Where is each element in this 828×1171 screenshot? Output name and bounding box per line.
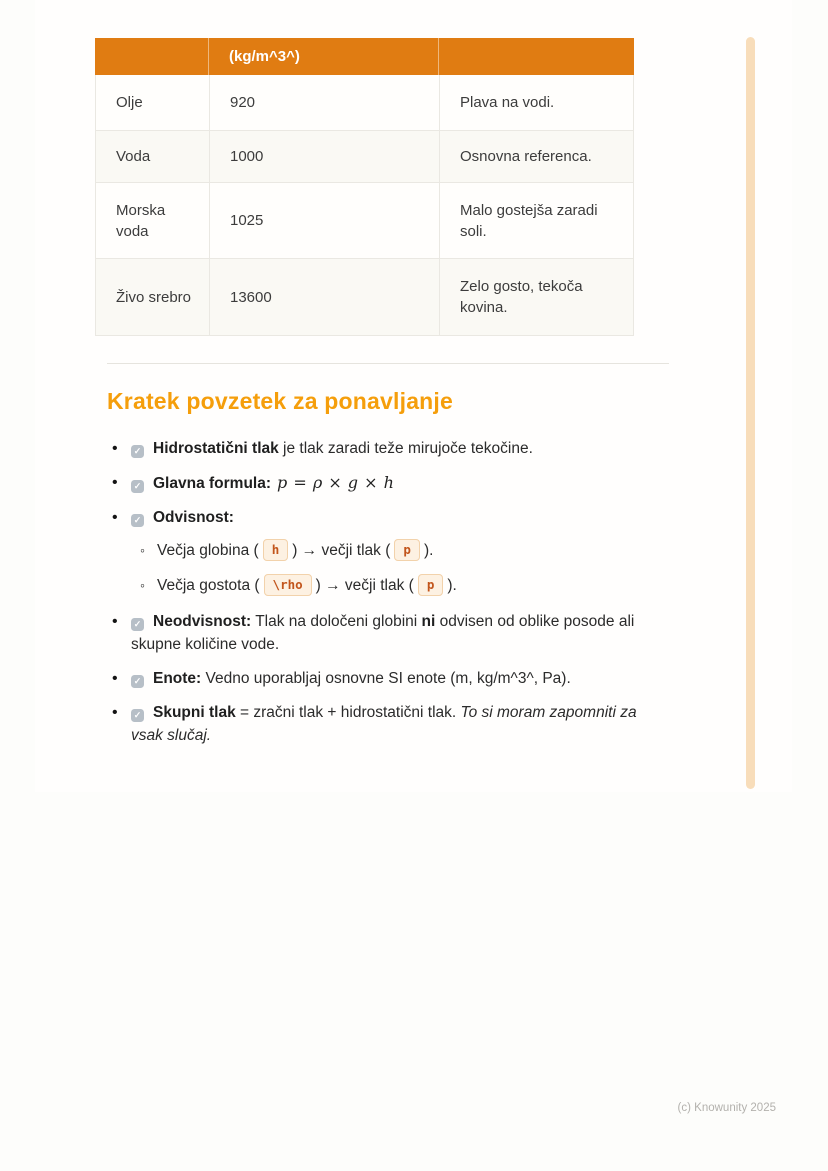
circle-bullet-icon: ◦ (140, 577, 145, 593)
table-row (96, 130, 633, 182)
table-body (95, 75, 634, 336)
check-mark-icon: ✓ (133, 710, 142, 720)
checkbox-checked-icon (131, 618, 144, 631)
item-text: Vedno uporabljaj osnovne SI enote (m, kg/m^3^, Pa). (201, 670, 571, 687)
sub-item-text: ). (447, 577, 457, 594)
list-item (107, 437, 655, 460)
item-italic-text: To si moram zapomniti za vsak slučaj. (131, 704, 637, 744)
sub-item-text: Večja gostota ( (157, 577, 260, 594)
inline-code: p (418, 574, 444, 596)
header-cell-substance (95, 38, 208, 75)
check-mark-icon: ✓ (133, 676, 142, 686)
check-mark-icon: ✓ (133, 481, 142, 491)
note-content (35, 0, 792, 792)
table-row (96, 75, 633, 130)
copyright-note: (c) Knowunity 2025 (677, 1102, 776, 1114)
sub-list-item (139, 572, 655, 599)
table-row (96, 258, 633, 335)
checkbox-checked-icon (131, 675, 144, 688)
item-text: Tlak na določeni globini (251, 613, 422, 630)
bullet-icon: • (112, 670, 118, 687)
item-text: odvisen od oblike posode ali skupne količine vode. (131, 613, 635, 653)
inline-code: h (263, 539, 289, 561)
section-title: Kratek povzetek za ponavljanje (107, 388, 454, 414)
list-item (107, 506, 655, 599)
circle-bullet-icon: ◦ (140, 542, 145, 558)
item-bold-text: ni (421, 613, 436, 630)
section-divider (107, 363, 669, 364)
scroll-indicator[interactable] (746, 37, 755, 789)
list-item (107, 667, 655, 690)
checkbox-checked-icon (131, 480, 144, 493)
inline-code: p (394, 539, 420, 561)
sub-item-text: ) → večji tlak ( (315, 577, 414, 594)
cell-substance: Morska voda (116, 201, 166, 240)
cell-density: 13600 (209, 259, 439, 335)
cell-note: Osnovna referenca. (439, 131, 635, 182)
item-text: = zračni tlak + hidrostatični tlak. (235, 704, 461, 721)
cell-density: 920 (209, 75, 439, 130)
bullet-icon: • (112, 440, 118, 457)
cell-note: Malo gostejša zaradi soli. (439, 183, 635, 258)
item-text: je tlak zaradi teže mirujoče tekočine. (278, 440, 533, 457)
sub-list-item (139, 537, 655, 564)
cell-density: 1000 (209, 131, 439, 182)
item-bold-text: Odvisnost: (153, 509, 234, 526)
sub-item-text: Večja globina ( (157, 542, 259, 559)
cell-note: Plava na vodi. (439, 75, 635, 130)
table-row (96, 182, 633, 258)
sub-item-text: ) → večji tlak ( (292, 542, 391, 559)
cell-note: Zelo gosto, tekoča kovina. (439, 259, 635, 335)
item-bold-text: Neodvisnost: (153, 613, 252, 630)
header-cell-note (438, 38, 634, 75)
item-bold-text: Skupni tlak (153, 704, 236, 721)
checkbox-checked-icon (131, 709, 144, 722)
item-bold-text: Hidrostatični tlak (153, 440, 279, 457)
header-cell-density: (kg/m^3^) (208, 38, 438, 75)
cell-density: 1025 (209, 183, 439, 258)
table-header-row (95, 38, 634, 75)
sub-list (131, 537, 655, 599)
cell-substance: Voda (116, 148, 151, 165)
bullet-icon: • (112, 704, 118, 721)
summary-list (107, 437, 655, 758)
cell-substance: Olje (116, 94, 143, 111)
bullet-icon: • (112, 613, 118, 630)
item-bold-text: Glavna formula: (153, 475, 271, 492)
bullet-icon: • (112, 474, 118, 491)
sub-item-text: ). (423, 542, 434, 559)
check-mark-icon: ✓ (133, 515, 142, 525)
bullet-icon: • (112, 509, 118, 526)
item-bold-text: Enote: (153, 670, 202, 687)
checkbox-checked-icon (131, 445, 144, 458)
list-item (107, 610, 655, 656)
cell-substance: Živo srebro (116, 288, 192, 306)
check-mark-icon: ✓ (133, 619, 142, 629)
density-table (95, 38, 634, 336)
list-item (107, 701, 655, 747)
checkbox-checked-icon (131, 514, 144, 527)
check-mark-icon: ✓ (133, 446, 142, 456)
inline-code: \rho (264, 574, 312, 596)
list-item (107, 471, 655, 495)
math-formula: p = ρ × g × h (277, 473, 395, 492)
